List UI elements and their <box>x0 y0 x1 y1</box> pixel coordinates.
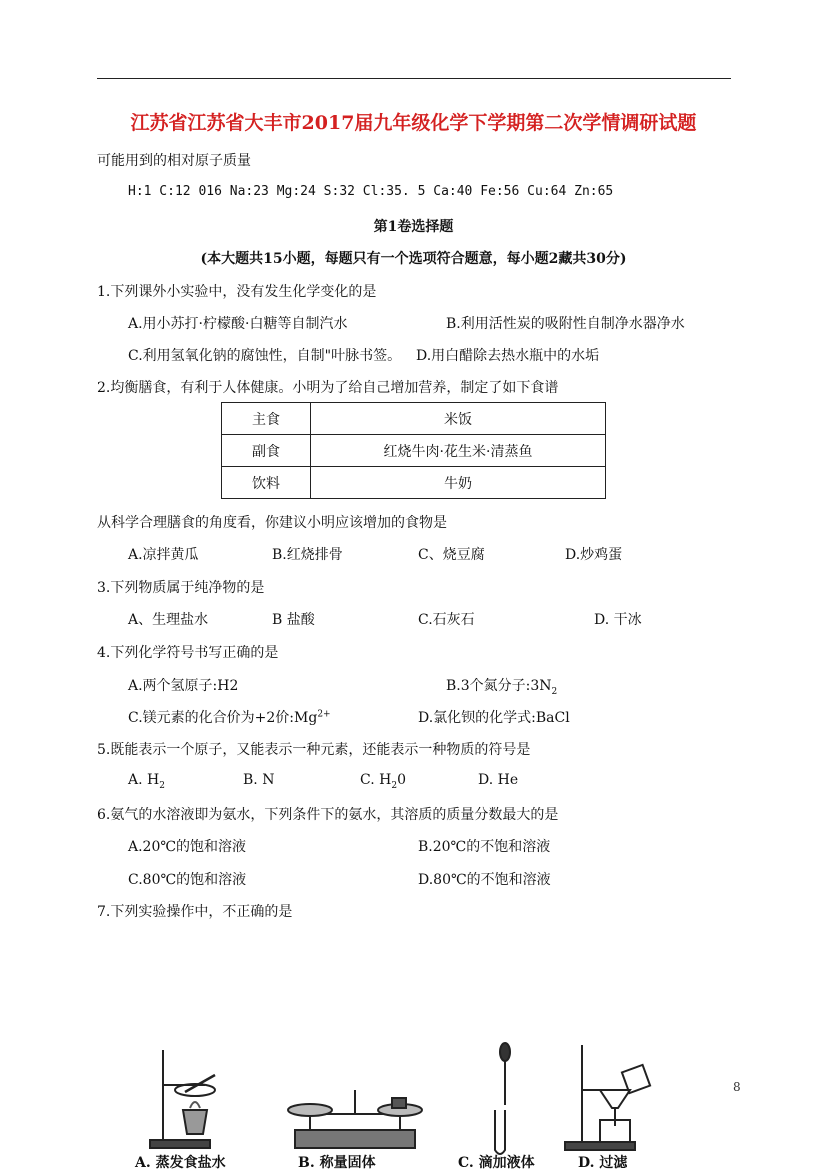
q1-option-d: D.用白醋除去热水瓶中的水垢 <box>416 348 600 364</box>
table-cell: 牛奶 <box>311 467 606 499</box>
table-cell: 主食 <box>222 403 311 435</box>
q4-stem: 4.下列化学符号书写正确的是 <box>97 645 279 661</box>
q5-option-a: A. $H_2$ <box>128 772 165 791</box>
table-row <box>222 435 606 467</box>
q2-stem: 2.均衡膳食，有利于人体健康。小明为了给自己增加营养，制定了如下食谱 <box>97 380 559 396</box>
q1-stem: 1.下列课外小实验中，没有发生化学变化的是 <box>97 284 377 300</box>
table-row <box>222 467 606 499</box>
q6-option-d: D.80℃的不饱和溶液 <box>418 872 551 888</box>
q6-option-c: C.80℃的饱和溶液 <box>128 872 247 888</box>
q3-option-c: C.石灰石 <box>418 612 475 628</box>
q6-option-a: A.20℃的饱和溶液 <box>128 839 247 855</box>
caption-c: C. 滴加液体 <box>458 1155 535 1171</box>
filtration-apparatus-icon <box>565 1045 650 1150</box>
caption-d: D. 过滤 <box>578 1155 628 1171</box>
header-rule <box>97 78 731 79</box>
q3-option-b: B 盐酸 <box>272 612 315 628</box>
caption-a: A. 蒸发食盐水 <box>135 1155 226 1171</box>
q4-option-c: C.镁元素的化合价为+2价$:Mg^{2+}$ <box>128 709 331 726</box>
q5-option-c: C. $H_20$ <box>360 772 406 791</box>
q4-option-b: B.3个氮分子$:3N_2$ <box>446 678 558 697</box>
atomic-heading: 可能用到的相对原子质量 <box>97 153 251 169</box>
q5-option-b: B. N <box>243 772 275 788</box>
q4-option-d: D.氯化钡的化学式:BaCl <box>418 710 570 726</box>
q1-option-b: B.利用活性炭的吸附性自制净水器净水 <box>446 316 685 332</box>
q3-option-a: A、生理盐水 <box>128 612 209 628</box>
page-title: 江苏省江苏省大丰市2017届九年级化学下学期第二次学情调研试题 <box>130 112 697 134</box>
q2-option-b: B.红烧排骨 <box>272 547 343 563</box>
q6-option-b: B.20℃的不饱和溶液 <box>418 839 551 855</box>
table-cell: 饮料 <box>222 467 311 499</box>
balance-scale-icon <box>288 1090 422 1148</box>
q5-stem: 5.既能表示一个原子，又能表示一种元素，还能表示一种物质的符号是 <box>97 742 531 758</box>
q5-option-d: D. He <box>478 772 519 788</box>
evaporating-apparatus-icon <box>150 1050 215 1148</box>
caption-b: B. 称量固体 <box>298 1155 376 1171</box>
table-row <box>222 403 606 435</box>
table-cell: 红烧牛肉·花生米·清蒸鱼 <box>311 435 606 467</box>
q6-stem: 6.氨气的水溶液即为氨水，下列条件下的氨水，其溶质的质量分数最大的是 <box>97 807 559 823</box>
q1-option-c: C.利用氢氧化钠的腐蚀性，自制"叶脉书签。 <box>128 348 402 364</box>
q1-option-a: A.用小苏打·柠檬酸·白糖等自制汽水 <box>128 316 348 332</box>
q3-stem: 3.下列物质属于纯净物的是 <box>97 580 265 596</box>
q2-option-c: C、烧豆腐 <box>418 547 485 563</box>
dropper-test-tube-icon <box>495 1043 510 1154</box>
q2-option-d: D.炒鸡蛋 <box>565 547 623 563</box>
section-title: 第1卷选择题 <box>373 219 454 235</box>
q4-option-a: A.两个氢原子:H2 <box>128 678 239 694</box>
q7-stem: 7.下列实验操作中，不正确的是 <box>97 904 293 920</box>
section-note: (本大题共15小题，每题只有一个选项符合题意，每小题2藏共30分) <box>200 251 627 267</box>
table-cell: 米饭 <box>311 403 606 435</box>
q3-option-d: D. 干冰 <box>594 612 642 628</box>
menu-table <box>221 402 606 499</box>
q2-follow: 从科学合理膳食的角度看，你建议小明应该增加的食物是 <box>97 515 447 531</box>
table-cell: 副食 <box>222 435 311 467</box>
q2-option-a: A.凉拌黄瓜 <box>128 547 199 563</box>
page-number: 8 <box>733 1080 741 1094</box>
lab-apparatus-figure <box>95 1030 655 1170</box>
atomic-masses: H:1 C:12 016 Na:23 Mg:24 S:32 Cl:35. 5 Ca:40 Fe:56 Cu:64 Zn:65 <box>128 184 614 199</box>
